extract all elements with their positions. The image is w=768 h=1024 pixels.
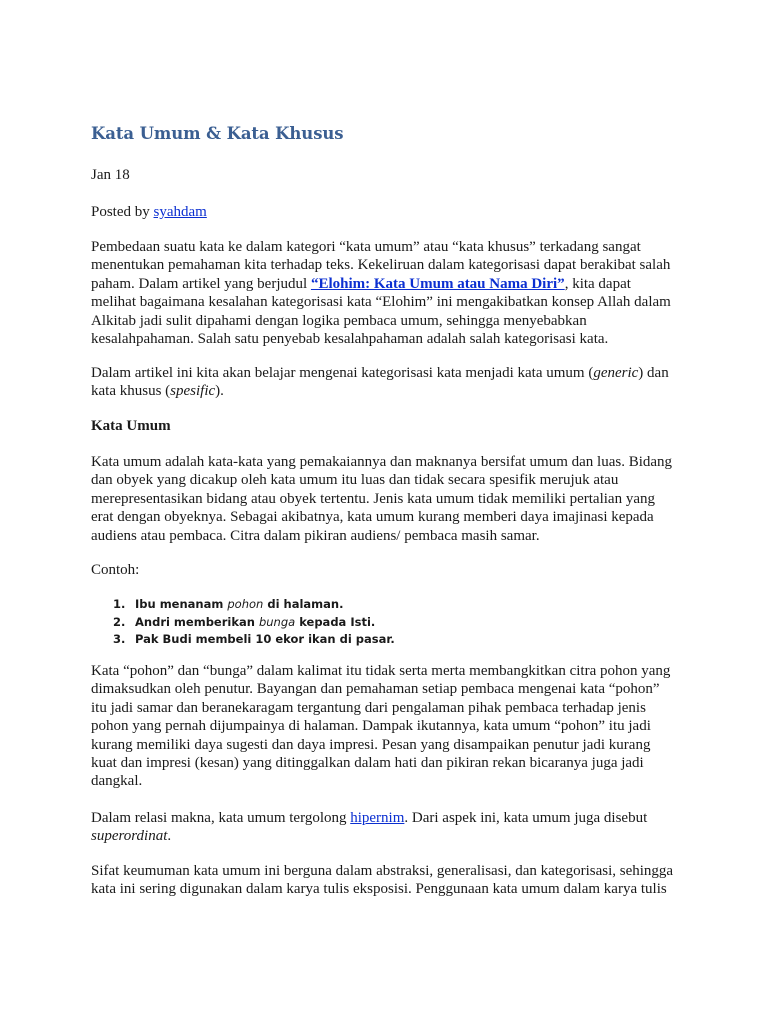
intro-line-1: Pembedaan suatu kata ke dalam kategori “kata umum” atau “kata khusus” terkadang sangat — [91, 239, 641, 255]
p5-line-1-tail: . Dari aspek ini, kata umum juga disebut — [404, 810, 648, 826]
list-item — [91, 631, 395, 649]
byline — [91, 203, 207, 221]
p4-line-2: dimaksudkan oleh penutur. Bayangan dan pemahaman setiap pembaca mengenai kata “pohon” — [91, 681, 660, 698]
list-number: 1. — [113, 597, 126, 611]
p2-line-1 — [91, 364, 681, 382]
intro-paragraph — [91, 238, 681, 348]
paragraph-6 — [91, 862, 681, 899]
p5-line-1-text: Dalam relasi makna, kata umum tergolong — [91, 810, 351, 826]
paragraph-2 — [91, 364, 681, 401]
contoh-label: Contoh: — [91, 562, 140, 578]
section-heading-kata-umum: Kata Umum — [91, 418, 171, 434]
example-text: Pak Budi membeli 10 ekor ikan di pasar. — [135, 632, 395, 646]
p4-line-6: kuat dan impresi (kesan) yang ditinggalkan dalam hati dan pikiran rekan bicaranya juga jadi — [91, 755, 644, 772]
p3-line-2: dan obyek yang dicakup oleh kata umum itu luas dan tidak secara spesifik merujuk atau — [91, 472, 619, 489]
intro-line-5: Alkitab jadi sulit dipahami dengan logika pembaca umum, sehingga menyebabkan — [91, 312, 587, 329]
example-emphasis: pohon — [227, 597, 264, 611]
intro-line-3-after: , kita dapat — [564, 275, 631, 292]
p2-line-2-text: kata khusus ( — [91, 383, 171, 400]
intro-line-3-before: paham. Dalam artikel yang berjudul — [91, 275, 311, 292]
p5-line-1 — [91, 809, 681, 827]
p2-line-1-tail: ) dan — [638, 365, 669, 381]
author-link[interactable]: syahdam — [153, 204, 207, 220]
p4-line-4: pohon yang pernah dijumpainya di halaman. Dampak ikutannya, kata umum “pohon” itu jadi — [91, 718, 651, 735]
paragraph-5 — [91, 809, 681, 846]
intro-line-3 — [91, 275, 681, 293]
p3-line-1: Kata umum adalah kata-kata yang pemakaiannya dan maknanya bersifat umum dan luas. Bidang — [91, 454, 673, 470]
p4-line-7: dangkal. — [91, 773, 143, 790]
byline-prefix: Posted by — [91, 204, 150, 220]
p4-line-1: Kata “pohon” dan “bunga” dalam kalimat itu tidak serta merta membangkitkan citra pohon yang — [91, 663, 671, 679]
p4-line-5: kurang memiliki daya sugesti dan daya impresi. Pesan yang disampaikan penutur jadi kurang — [91, 736, 651, 753]
examples-list — [91, 596, 395, 649]
p2-line-2 — [91, 382, 681, 400]
p3-line-4: erat dengan obyeknya. Sebagai akibatnya, kata umum kurang memberi daya imajinasi kepada — [91, 509, 654, 526]
paragraph-4 — [91, 662, 681, 791]
example-text: Andri memberikan — [135, 614, 259, 629]
intro-line-2: menentukan pemahaman kita terhadap teks. Kekeliruan dalam kategorisasi dapat berakibat salah — [91, 257, 671, 274]
p6-line-2: kata ini sering digunakan dalam karya tulis eksposisi. Penggunaan kata umum dalam karya tulis — [91, 881, 667, 898]
intro-line-6: kesalahpahaman. Salah satu penyebab kesalahpahaman adalah salah kategorisasi kata. — [91, 331, 609, 348]
elohim-article-link[interactable]: “Elohim: Kata Umum atau Nama Diri” — [310, 275, 565, 292]
list-item — [91, 596, 395, 614]
p5-line-2-tail: . — [167, 828, 172, 845]
paragraph-3 — [91, 453, 681, 545]
p6-line-1: Sifat keumuman kata umum ini berguna dalam abstraksi, generalisasi, dan kategorisasi, sehingga — [91, 863, 674, 879]
post-date: Jan 18 — [91, 167, 130, 183]
hipernim-link[interactable]: hipernim — [350, 810, 405, 826]
example-text-tail: kepada Isti. — [295, 614, 376, 629]
generic-term: generic — [593, 365, 639, 381]
p3-line-5: audiens atau pembaca. Citra dalam pikiran audiens/ pembaca masih samar. — [91, 527, 540, 544]
superordinat-term: superordinat — [91, 828, 168, 845]
specific-term: spesific — [170, 383, 216, 400]
intro-line-4: melihat bagaimana kesalahan kategorisasi kata “Elohim” ini mengakibatkan konsep Allah dalam — [91, 294, 671, 311]
list-number: 2. — [113, 614, 126, 629]
article-title: Kata Umum & Kata Khusus — [91, 124, 344, 143]
list-number: 3. — [113, 632, 126, 646]
list-item — [91, 614, 395, 632]
example-emphasis: bunga — [258, 614, 296, 629]
p5-line-2 — [91, 827, 681, 845]
example-text: Ibu menanam — [135, 597, 228, 611]
p4-line-3: itu jadi samar dan beranekaragam tergantung dari pengalaman pihak pembaca terhadap jenis — [91, 699, 646, 716]
p2-line-1-text: Dalam artikel ini kita akan belajar mengenai kategorisasi kata menjadi kata umum ( — [91, 365, 594, 381]
example-text-tail: di halaman. — [263, 597, 344, 611]
p2-line-2-tail: ). — [215, 383, 224, 400]
p3-line-3: merepresentasikan bidang atau obyek tertentu. Jenis kata umum tidak memiliki pertalian yang — [91, 490, 655, 507]
